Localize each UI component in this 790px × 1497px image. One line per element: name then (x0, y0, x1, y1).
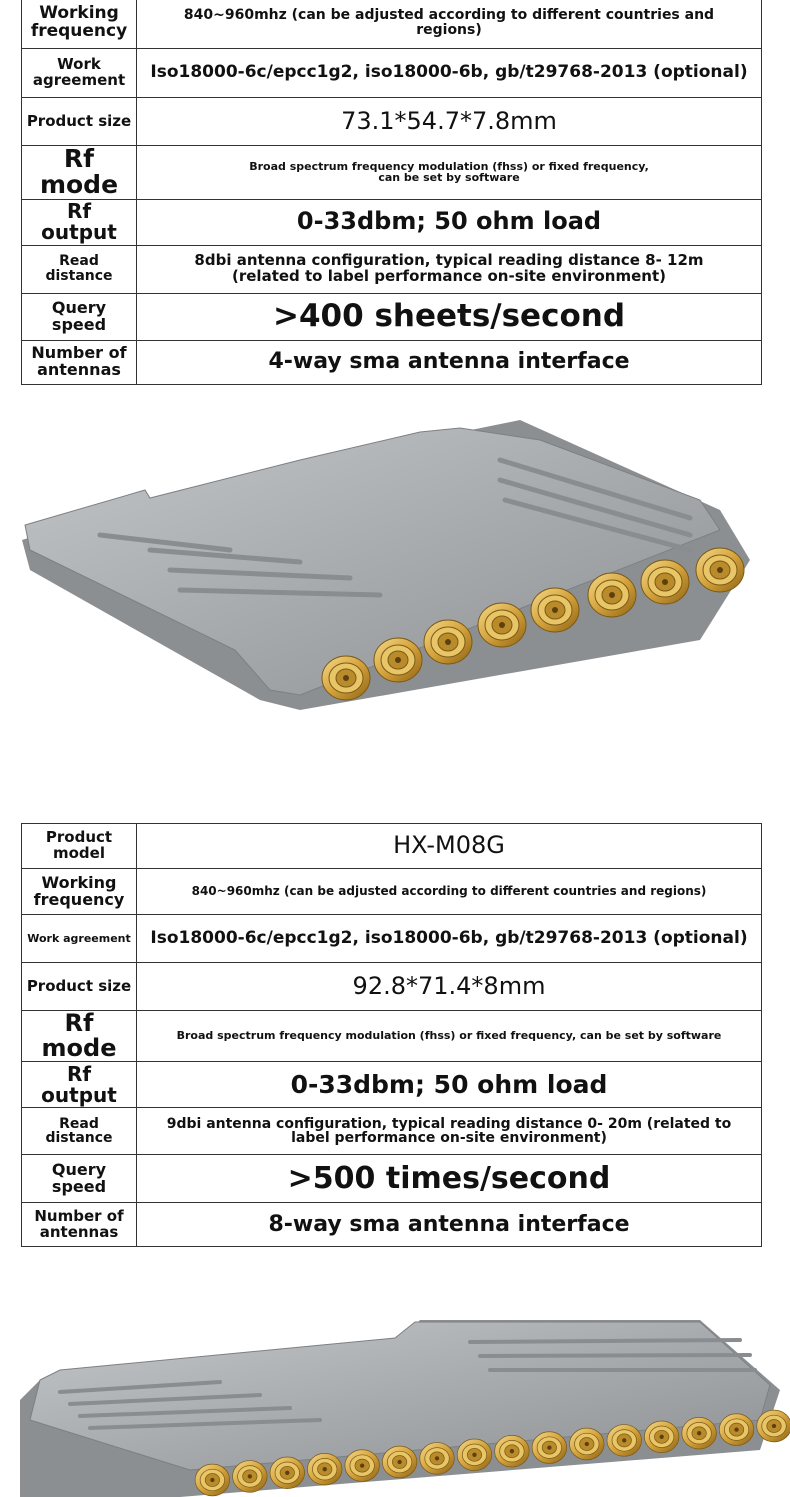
row-value: 840~960mhz (can be adjusted according to different countries and regions) (137, 869, 762, 915)
row-label: Rf output (22, 1062, 137, 1108)
row-value: 0-33dbm; 50 ohm load (137, 1062, 762, 1108)
rfid-reader-16-port-image (0, 1300, 790, 1497)
table-row (22, 963, 762, 1011)
row-label: Product size (22, 98, 137, 146)
row-label: Rf output (22, 199, 137, 245)
row-label: Work agreement (22, 49, 137, 98)
row-value: >400 sheets/second (137, 293, 762, 340)
row-value: Broad spectrum frequency modulation (fhss) or fixed frequency, can be set by software (137, 1011, 762, 1062)
table-row (22, 1108, 762, 1155)
row-label: Read distance (22, 245, 137, 293)
row-label: Product model (22, 824, 137, 869)
rfid-reader-8-port-image (0, 410, 790, 730)
row-label: Rf mode (22, 1011, 137, 1062)
table-row (22, 293, 762, 340)
row-value: 8-way sma antenna interface (137, 1203, 762, 1247)
row-value: 840~960mhz (can be adjusted according to different countries and regions) (137, 0, 762, 49)
row-label: Query speed (22, 1155, 137, 1203)
table-row (22, 1203, 762, 1247)
row-label: Query speed (22, 293, 137, 340)
row-value: 92.8*71.4*8mm (137, 963, 762, 1011)
row-value: 73.1*54.7*7.8mm (137, 98, 762, 146)
row-label: Product size (22, 963, 137, 1011)
row-label: Rf mode (22, 146, 137, 200)
row-value: HX-M08G (137, 824, 762, 869)
table-row (22, 915, 762, 963)
row-value: 0-33dbm; 50 ohm load (137, 199, 762, 245)
table-row (22, 824, 762, 869)
row-value: >500 times/second (137, 1155, 762, 1203)
table-row (22, 199, 762, 245)
row-value: 4-way sma antenna interface (137, 340, 762, 384)
row-label: Work agreement (22, 915, 137, 963)
table-row (22, 1155, 762, 1203)
row-value: Broad spectrum frequency modulation (fhss) or fixed frequency, can be set by software (137, 146, 762, 200)
spec-table-2 (21, 823, 762, 1247)
table-row (22, 49, 762, 98)
row-label: Read distance (22, 1108, 137, 1155)
table-row (22, 869, 762, 915)
table-row (22, 245, 762, 293)
table-row (22, 146, 762, 200)
row-value: Iso18000-6c/epcc1g2, iso18000-6b, gb/t29768-2013 (optional) (137, 49, 762, 98)
row-label: Working frequency (22, 0, 137, 49)
table-row (22, 1011, 762, 1062)
row-value: Iso18000-6c/epcc1g2, iso18000-6b, gb/t29768-2013 (optional) (137, 915, 762, 963)
row-value: 9dbi antenna configuration, typical reading distance 0- 20m (related to label performance on-site environment) (137, 1108, 762, 1155)
table-row (22, 98, 762, 146)
row-label: Number of antennas (22, 1203, 137, 1247)
row-label: Number of antennas (22, 340, 137, 384)
row-label: Working frequency (22, 869, 137, 915)
spec-table-1 (21, 0, 762, 385)
table-row (22, 0, 762, 49)
row-value: 8dbi antenna configuration, typical reading distance 8- 12m (related to label performance on-site environment) (137, 245, 762, 293)
table-row (22, 1062, 762, 1108)
table-row (22, 340, 762, 384)
